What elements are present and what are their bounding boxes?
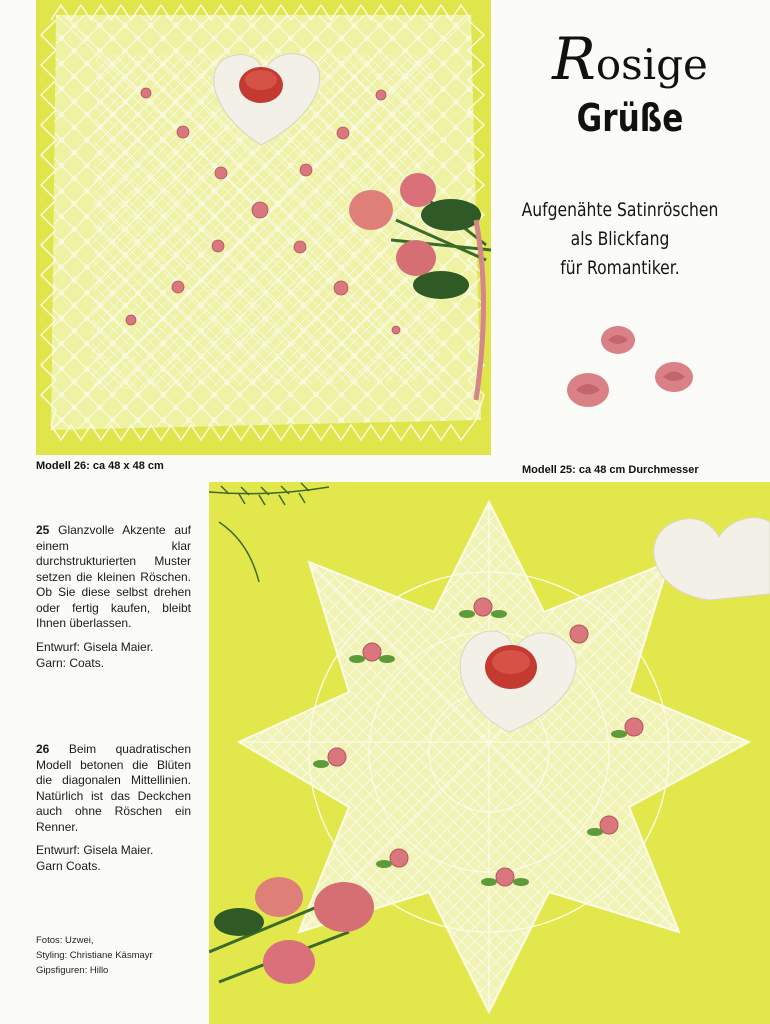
article-26-credits bbox=[36, 843, 191, 874]
satin-roses-image bbox=[560, 320, 700, 410]
page-title bbox=[510, 25, 750, 140]
article-number: 26 bbox=[36, 742, 50, 756]
photo-credit-line: Styling: Christiane Käsmayr bbox=[36, 950, 153, 961]
photo-credit-line: Gipsfiguren: Hillo bbox=[36, 965, 109, 976]
article-number: 25 bbox=[36, 523, 50, 537]
credit-design: Entwurf: Gisela Maier. bbox=[36, 640, 154, 654]
credit-yarn: Garn: Coats. bbox=[36, 655, 105, 670]
title-line1-rest: osige bbox=[595, 40, 708, 89]
article-25-text bbox=[36, 523, 191, 632]
rose-icon bbox=[567, 373, 609, 407]
article-25-credits bbox=[36, 640, 191, 671]
subtitle-line: Aufgenähte Satinröschen bbox=[521, 199, 719, 221]
article-body: Beim quadratischen Modell betonen die Blüten die diagonalen Mittellinien. Natürlich ist das Deckchen auch ohne Röschen ein Renner. bbox=[36, 742, 191, 834]
photo-round-doily bbox=[209, 482, 770, 1024]
credit-design: Entwurf: Gisela Maier. bbox=[36, 843, 154, 857]
caption-modell-25: Modell 25: ca 48 cm Durchmesser bbox=[522, 464, 699, 476]
caption-modell-26: Modell 26: ca 48 x 48 cm bbox=[36, 460, 164, 472]
article-26-text bbox=[36, 742, 191, 835]
subtitle-line: für Romantiker. bbox=[560, 257, 680, 279]
photo-credits bbox=[36, 933, 196, 978]
subtitle-line: als Blickfang bbox=[570, 228, 670, 250]
rose-icon bbox=[655, 362, 693, 392]
photo-square-doily bbox=[36, 0, 491, 455]
rose-icon bbox=[601, 326, 635, 354]
subtitle bbox=[522, 196, 719, 283]
title-initial: R bbox=[552, 25, 596, 93]
credit-yarn: Garn Coats. bbox=[36, 858, 101, 873]
title-line2: Grüße bbox=[576, 96, 684, 140]
photo-credit-line: Fotos: Uzwei, bbox=[36, 935, 94, 946]
article-body: Glanzvolle Akzente auf einem klar durchstrukturierten Muster setzen die kleinen Röschen. Ob Sie diese selbst drehen oder fertig kaufen, bleibt Ihnen überlassen. bbox=[36, 523, 191, 630]
